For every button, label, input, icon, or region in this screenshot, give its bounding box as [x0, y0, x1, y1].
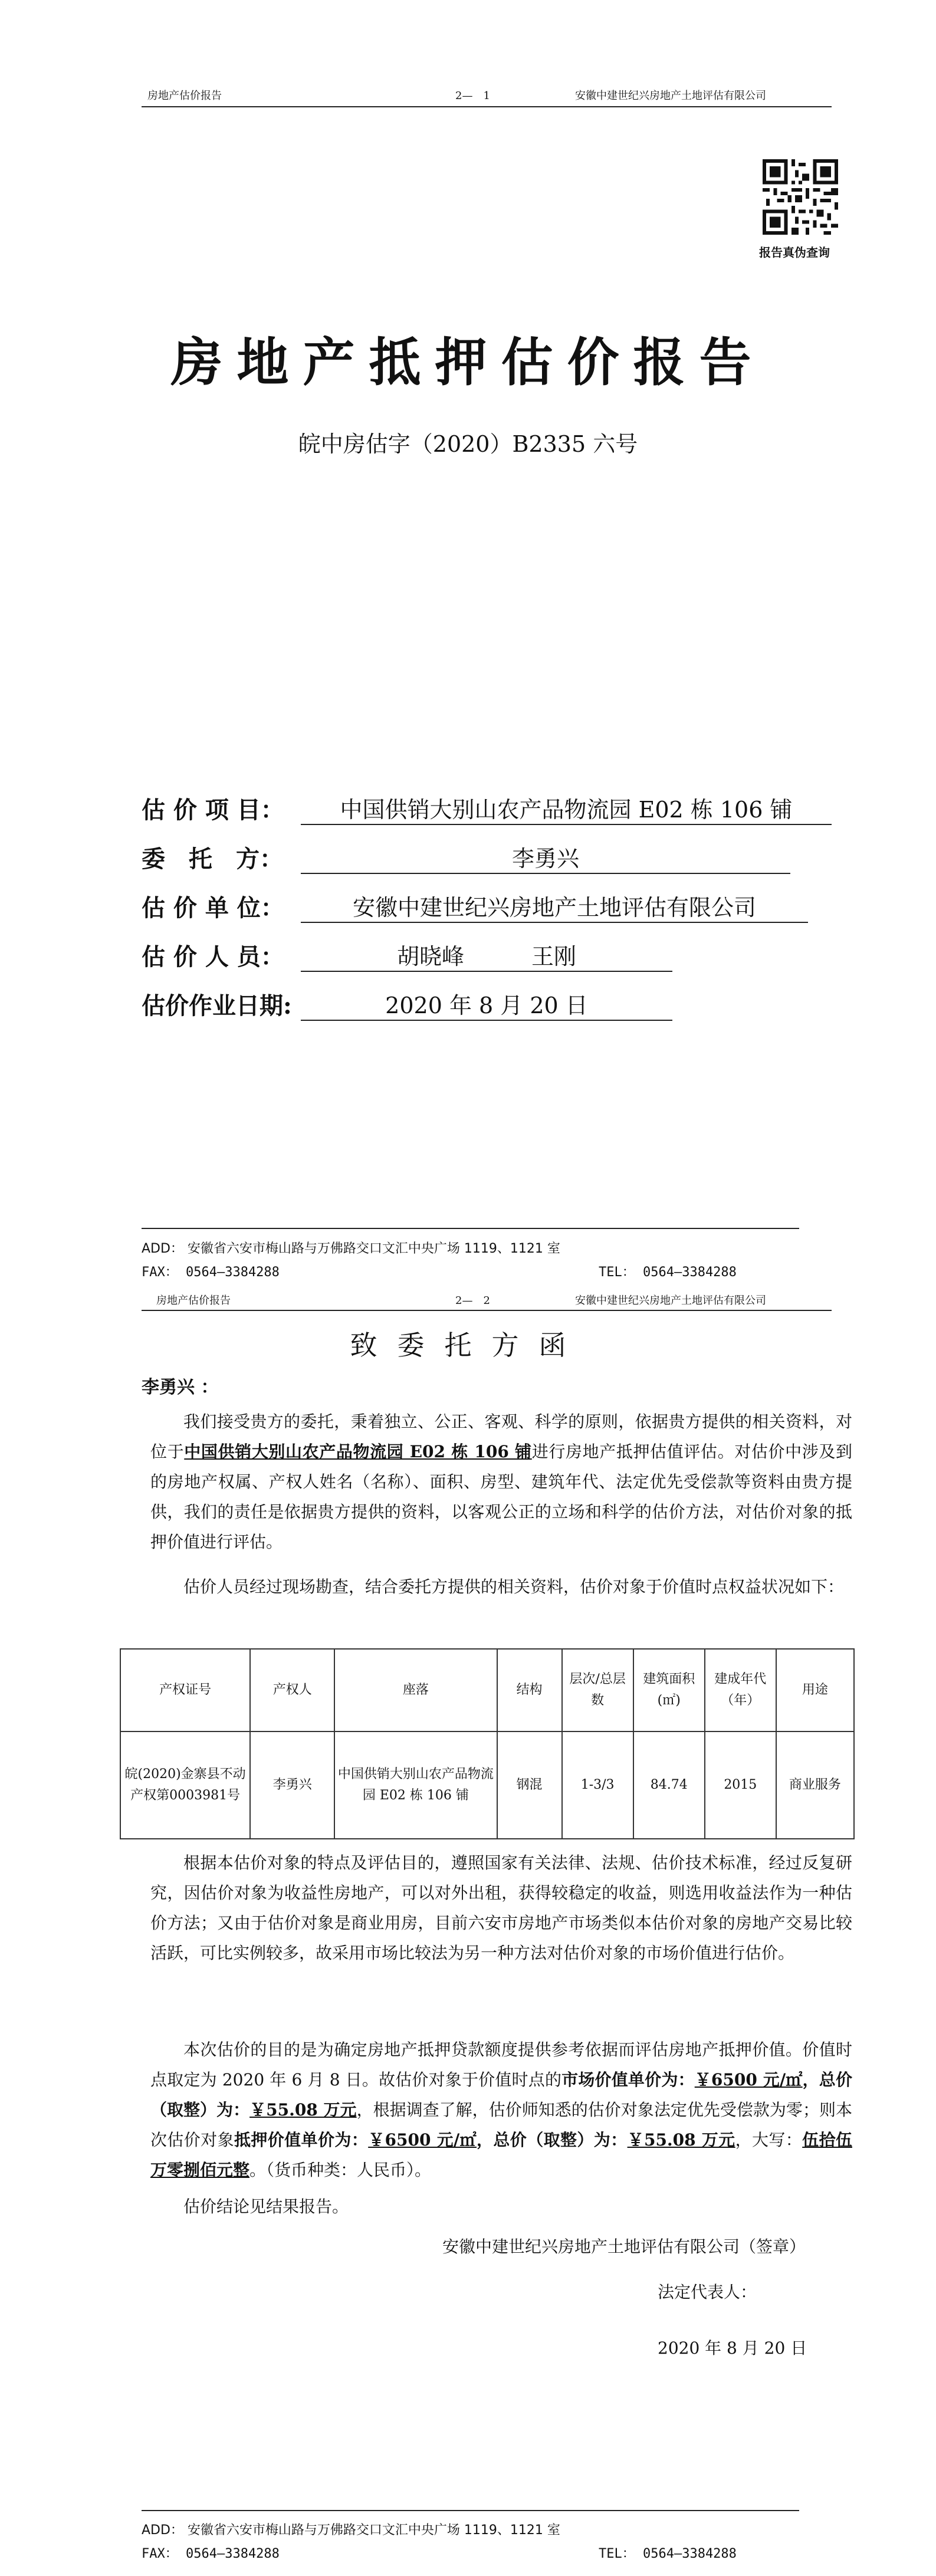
paragraph-method — [150, 1848, 852, 1968]
table-header-cell: 建成年代（年） — [705, 1649, 776, 1731]
document-number: 皖中房估字（2020）B2335 六号 — [298, 431, 638, 457]
footer-address-p2: ADD： 安徽省六安市梅山路与万佛路交口文汇中央广场 1119、1121 室 — [142, 2523, 560, 2538]
table-cell: 皖(2020)金寨县不动产权第0003981号 — [120, 1731, 250, 1839]
table-cell: 中国供销大别山农产品物流园 E02 栋 106 铺 — [334, 1731, 497, 1839]
footer-fax: FAX： 0564—3384288 — [142, 1265, 280, 1280]
field-value-date: 2020 年 8 月 20 日 — [301, 987, 672, 1021]
table-header-cell: 用途 — [776, 1649, 854, 1731]
footer-rule — [142, 1228, 799, 1229]
field-value-unit: 安徽中建世纪兴房地产土地评估有限公司 — [301, 889, 808, 923]
table-cell: 1-3/3 — [562, 1731, 633, 1839]
header-left: 房地产估价报告 — [147, 90, 222, 102]
table-header-cell: 产权证号 — [120, 1649, 250, 1731]
p4-text-m: 。（货币种类：人民币）。 — [249, 2160, 432, 2180]
field-label-client: 委 托 方： — [142, 845, 283, 873]
field-label-unit: 估 价 单 位： — [142, 894, 284, 922]
capital-label: ，大写： — [735, 2130, 803, 2150]
header-right: 安徽中建世纪兴房地产土地评估有限公司 — [575, 90, 766, 102]
footer-rule-p2 — [142, 2510, 799, 2511]
p1-text-a: 我们接受贵方的委托，秉着独立、公正、客观、科学的原则，依据贵方提供的相关资料，对位于 — [150, 1412, 852, 1461]
p5-text: 估价结论见结果报告。 — [183, 2197, 349, 2216]
table-header-cell: 产权人 — [250, 1649, 334, 1731]
header-page-number-p2: 2— 2 — [455, 1294, 490, 1307]
p3-text: 根据本估价对象的特点及评估目的，遵照国家有关法律、法规、估价技术标准，经过反复研究，因估价对象为收益性房地产，可以对外出租，获得较稳定的收益，则选用收益法作为一种估价方法；又由于估价对象是商业用房，目前六安市房地产市场类似本估价对象的房地产交易比较活跃，可比实例较多，故采用市场比较法为另一种方法对估价对象的市场价值进行估价。 — [150, 1853, 852, 1963]
field-value-client: 李勇兴 — [301, 840, 790, 874]
header-rule-p2 — [142, 1310, 832, 1311]
paragraph-closing — [150, 2191, 852, 2222]
table-cell: 商业服务 — [776, 1731, 854, 1839]
p4-text-a: 本次估价的目的是为确定房地产抵押贷款额度提供参考依据而评估房地产抵押价值。价值时点取定为 2020 年 6 月 8 日。故估价对象于价值时点的 — [150, 2040, 852, 2089]
table-row — [120, 1731, 854, 1839]
field-value-appraisers: 胡晓峰 王刚 — [301, 938, 672, 972]
market-total-label: ，总价（取整）为： — [150, 2070, 852, 2120]
p2-text: 估价人员经过现场勘查，结合委托方提供的相关资料，估价对象于价值时点权益状况如下： — [183, 1577, 845, 1596]
market-total-price: ￥55.08 万元 — [249, 2100, 357, 2120]
mortgage-total-label: ，总价（取整）为： — [477, 2130, 628, 2150]
capital-amount: 伍拾伍万零捌佰元整 — [150, 2130, 852, 2180]
market-unit-price-label: 市场价值单价为： — [561, 2070, 695, 2089]
footer-tel-p2: TEL： 0564—3384288 — [599, 2547, 737, 2561]
table-header-cell: 层次/总层数 — [562, 1649, 633, 1731]
p1-property: 中国供销大别山农产品物流园 E02 栋 106 铺 — [184, 1442, 532, 1461]
field-label-appraisers: 估 价 人 员： — [142, 943, 284, 971]
table-header-cell: 座落 — [334, 1649, 497, 1731]
table-cell: 李勇兴 — [250, 1731, 334, 1839]
header-right-p2: 安徽中建世纪兴房地产土地评估有限公司 — [575, 1294, 766, 1307]
report-title: 房地产抵押估价报告 — [170, 331, 766, 393]
field-label-date: 估价作业日期: — [142, 992, 292, 1020]
p4-text-f: ，根据调查了解，估价师知悉的估价对象法定优先受偿款为零；则本次估价对象 — [150, 2100, 852, 2150]
qr-caption: 报告真伪查询 — [759, 245, 830, 259]
property-info-table — [120, 1648, 855, 1839]
header-rule — [142, 106, 832, 107]
paragraph-conclusion — [150, 2035, 852, 2185]
paragraph-intro — [150, 1407, 852, 1557]
mortgage-unit-price: ￥6500 元/㎡ — [368, 2130, 477, 2150]
field-label-project: 估 价 项 目： — [142, 796, 284, 824]
p1-text-c: 进行房地产抵押估值评估。对估价中涉及到的房地产权属、产权人姓名（名称）、面积、房型、建筑年代、法定优先受偿款等资料由贵方提供，我们的责任是依据贵方提供的资料，以客观公正的立场和科学的估价方法，对估价对象的抵押价值进行评估。 — [150, 1442, 852, 1552]
footer-tel: TEL： 0564—3384288 — [599, 1265, 737, 1280]
mortgage-total-price: ￥55.08 万元 — [627, 2130, 735, 2150]
footer-address: ADD： 安徽省六安市梅山路与万佛路交口文汇中央广场 1119、1121 室 — [142, 1241, 560, 1256]
market-unit-price: ￥6500 元/㎡ — [694, 2070, 803, 2089]
header-left-p2: 房地产估价报告 — [156, 1294, 231, 1307]
salutation: 李勇兴 ： — [142, 1377, 219, 1398]
mortgage-unit-price-label: 抵押价值单价为： — [234, 2130, 369, 2150]
table-cell: 84.74 — [633, 1731, 705, 1839]
signature-date: 2020 年 8 月 20 日 — [658, 2338, 807, 2358]
paragraph-status — [150, 1572, 852, 1602]
letter-title: 致委托方函 — [350, 1329, 586, 1361]
verification-qr-code-icon[interactable] — [763, 159, 838, 235]
table-header-row — [120, 1649, 854, 1731]
table-header-cell: 结构 — [497, 1649, 562, 1731]
signature-company: 安徽中建世纪兴房地产土地评估有限公司（签章） — [442, 2237, 806, 2256]
table-cell: 2015 — [705, 1731, 776, 1839]
table-cell: 钢混 — [497, 1731, 562, 1839]
header-page-number: 2— 1 — [455, 90, 490, 102]
signature-representative: 法定代表人： — [658, 2282, 757, 2302]
footer-fax-p2: FAX： 0564—3384288 — [142, 2547, 280, 2561]
field-value-project: 中国供销大别山农产品物流园 E02 栋 106 铺 — [301, 791, 832, 825]
table-header-cell: 建筑面积(㎡) — [633, 1649, 705, 1731]
